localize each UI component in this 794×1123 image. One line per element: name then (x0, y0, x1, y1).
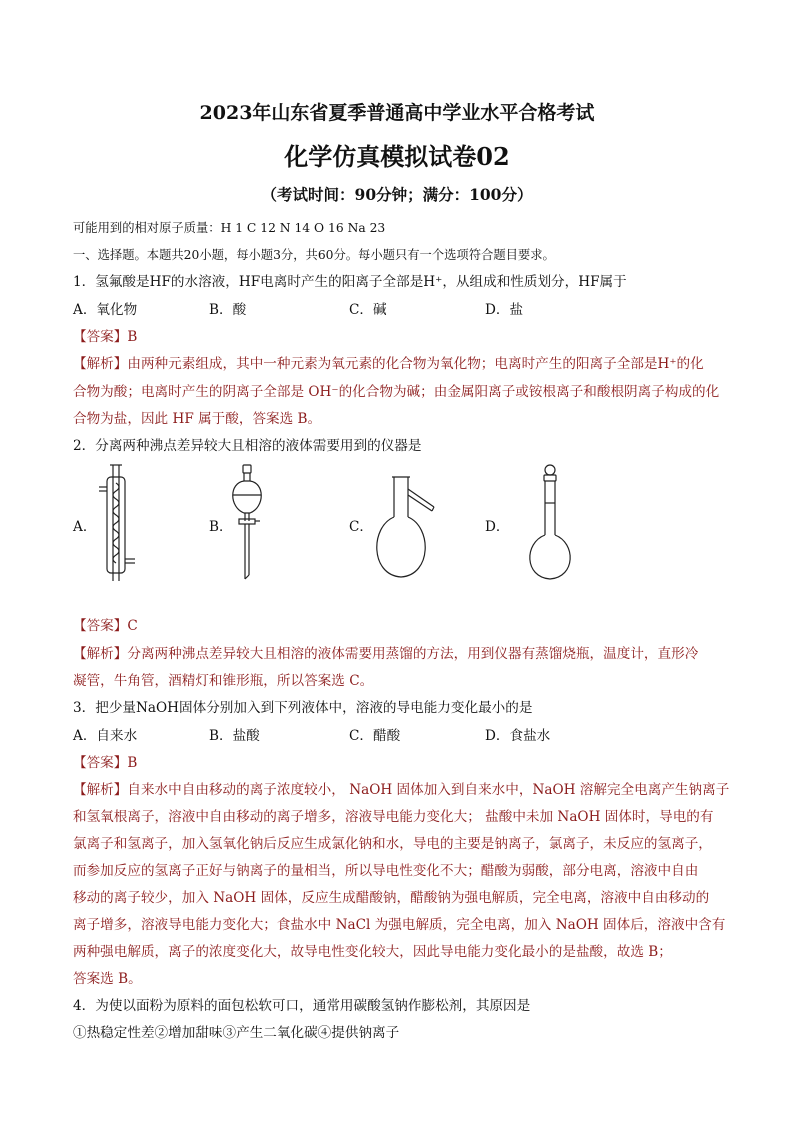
q1-analysis-line: 合物为盐，因此 HF 属于酸，答案选 B。 (73, 411, 322, 427)
q2-option-c: C． (349, 519, 373, 535)
q1-option-a: A．氧化物 (73, 302, 138, 318)
q1-answer: 【答案】B (73, 329, 138, 345)
distillation-flask-icon (368, 463, 448, 587)
q2-option-a: A． (73, 519, 97, 535)
q1-stem: 1．氢氟酸是HF的水溶液，HF电离时产生的阳离子全部是H⁺，从组成和性质划分，HF属于 (73, 274, 627, 290)
q3-analysis-line: 移动的离子较少，加入 NaOH 固体，反应生成醋酸钠，醋酸钠为强电解质，完全电离，溶液中自由移动的 (73, 890, 710, 906)
q4-stem: 4．为使以面粉为原料的面包松软可口，通常用碳酸氢钠作膨松剂，其原因是 (73, 998, 531, 1014)
q2-stem: 2．分离两种沸点差异较大且相溶的液体需要用到的仪器是 (73, 438, 422, 454)
q3-analysis-line: 而参加反应的氢离子正好与钠离子的量相当，所以导电性变化不大；醋酸为弱酸，部分电离，溶液中自由 (73, 863, 699, 879)
exam-title: 2023年山东省夏季普通高中学业水平合格考试 (199, 102, 595, 124)
q1-option-d: D．盐 (485, 302, 524, 318)
q3-analysis-line: 氯离子和氢离子，加入氢氧化钠后反应生成氯化钠和水，导电的主要是钠离子，氯离子，未反应的氢离子， (73, 836, 712, 852)
q3-analysis-line: 答案选 B。 (73, 971, 142, 987)
q3-option-c: C．醋酸 (349, 728, 401, 744)
separatory-funnel-icon (223, 463, 273, 587)
q3-option-b: B．盐酸 (209, 728, 260, 744)
q2-option-b: B． (209, 519, 233, 535)
exam-subtitle: 化学仿真模拟试卷02 (284, 142, 510, 171)
q1-analysis-line (73, 355, 733, 373)
q1-option-b: B．酸 (209, 302, 247, 318)
q1-analysis-line: 合物为酸；电离时产生的阴离子全部是 OH⁻的化合物为碱；由金属阳离子或铵根离子和酸根阴离子构成的化 (73, 384, 720, 400)
condenser-icon (95, 463, 145, 587)
q2-apparatus-row (73, 463, 733, 588)
q3-option-a: A．自来水 (73, 728, 138, 744)
q3-analysis-line: 两种强电解质，离子的浓度变化大，故导电性变化较大，因此导电能力变化最小的是盐酸，故选 B； (73, 944, 672, 960)
q4-choices: ①热稳定性差②增加甜味③产生二氧化碳④提供钠离子 (73, 1025, 400, 1041)
q3-analysis-line: 和氢氧根离子，溶液中自由移动的离子增多，溶液导电能力变化大； 盐酸中未加 NaOH 固体时，导电的有 (73, 809, 714, 825)
volumetric-flask-icon (520, 463, 580, 587)
q1-option-c: C．碱 (349, 302, 387, 318)
q2-analysis-line: 凝管，牛角管，酒精灯和锥形瓶，所以答案选 C。 (73, 673, 374, 689)
q3-option-d: D．食盐水 (485, 728, 551, 744)
q2-analysis-line: 【解析】分离两种沸点差异较大且相溶的液体需要用蒸馏的方法，用到仪器有蒸馏烧瓶，温度计，直形冷 (73, 646, 699, 662)
exam-duration: （考试时间：90分钟；满分：100分） (261, 185, 533, 204)
q2-answer: 【答案】C (73, 618, 138, 634)
section-intro: 一、选择题。本题共20小题，每小题3分，共60分。每小题只有一个选项符合题目要求。 (73, 248, 555, 262)
q3-analysis-line: 离子增多，溶液导电能力变化大；食盐水中 NaCl 为强电解质，完全电离，加入 NaOH 固体后，溶液中含有 (73, 917, 726, 933)
q1-analysis-text: 【解析】由两种元素组成，其中一种元素为氧元素的化合物为氧化物；电离时产生的阳离子全部是H⁺的化 (73, 356, 704, 372)
q2-option-d: D． (485, 519, 510, 535)
q3-analysis-line: 【解析】自来水中自由移动的离子浓度较小， NaOH 固体加入到自来水中，NaOH 溶解完全电离产生钠离子 (73, 782, 730, 798)
q3-stem: 3．把少量NaOH固体分别加入到下列液体中，溶液的导电能力变化最小的是 (73, 700, 533, 716)
q3-answer: 【答案】B (73, 755, 138, 771)
atomic-masses: 可能用到的相对原子质量：H 1 C 12 N 14 O 16 Na 23 (73, 221, 386, 235)
